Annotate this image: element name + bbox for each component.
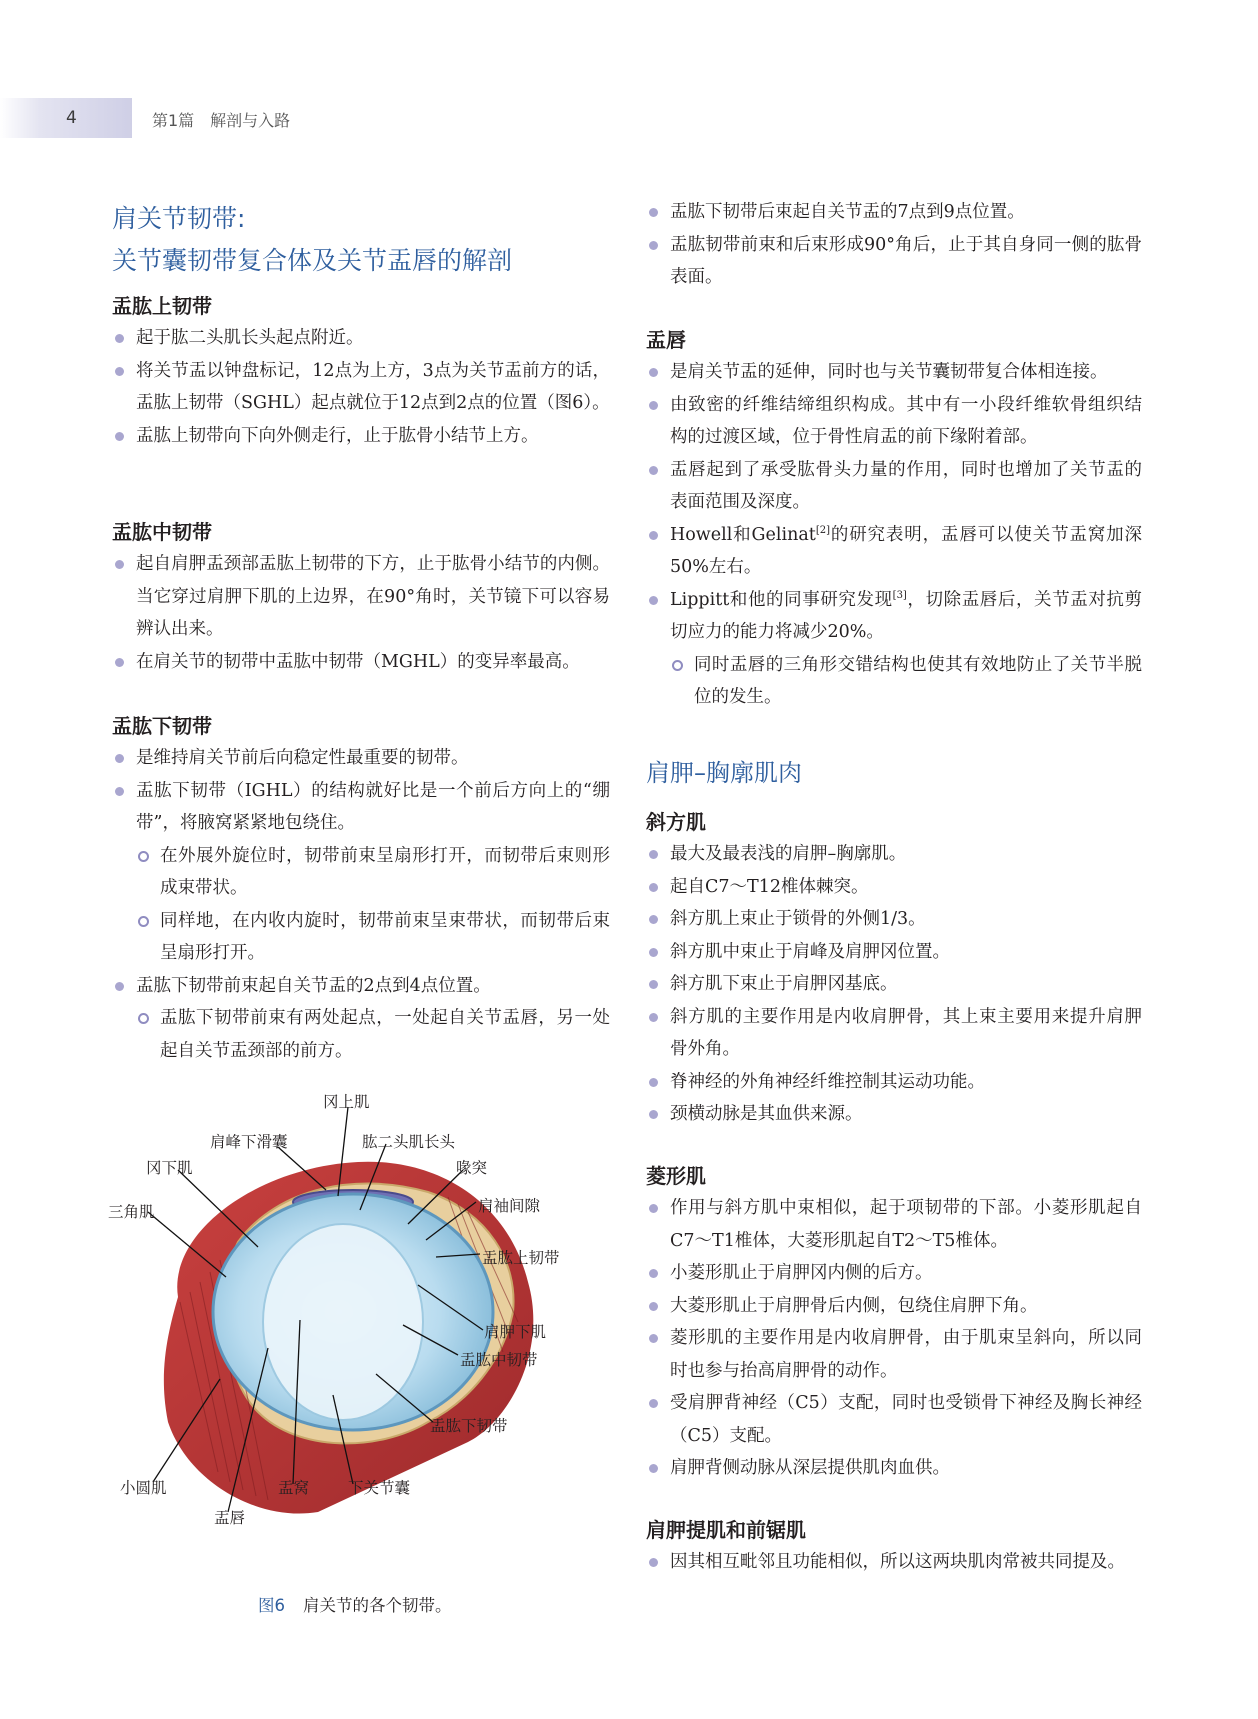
section-rhomboid [646, 1160, 1142, 1485]
list-item: 脊神经的外角神经纤维控制其运动功能。 [646, 1066, 1142, 1099]
list-item: 作用与斜方肌中束相似，起于项韧带的下部。小菱形肌起自C7～T1椎体，大菱形肌起自T2～T5椎体。 [646, 1192, 1142, 1257]
label-coracoid: 喙突 [456, 1159, 488, 1177]
list-item: 肩胛背侧动脉从深层提供肌肉血供。 [646, 1452, 1142, 1485]
sub-list-item: 同样地，在内收内旋时，韧带前束呈束带状，而韧带后束呈扇形打开。 [112, 905, 610, 970]
list-item: 起自C7～T12椎体棘突。 [646, 871, 1142, 904]
citation-author: Lippitt和他的同事研究发现 [670, 589, 893, 610]
label-mghl: 盂肱中韧带 [460, 1351, 538, 1369]
list-item: 斜方肌的主要作用是内收肩胛骨，其上束主要用来提升肩胛骨外角。 [646, 1001, 1142, 1066]
list-item: 菱形肌的主要作用是内收肩胛骨，由于肌束呈斜向，所以同时也参与抬高肩胛骨的动作。 [646, 1322, 1142, 1387]
citation-text: ，切除盂唇后，关节盂对抗剪切应力的能力将减少20%。 [670, 589, 1142, 642]
list-item: 因其相互毗邻且功能相似，所以这两块肌肉常被共同提及。 [646, 1546, 1142, 1579]
label-infraspinatus: 冈下肌 [146, 1159, 193, 1177]
sub-list-item: 同时盂唇的三角形交错结构也使其有效地防止了关节半脱位的发生。 [646, 649, 1142, 714]
section-title: 菱形肌 [646, 1164, 706, 1188]
page-number: 4 [66, 108, 77, 128]
caption-number: 图6 [258, 1596, 285, 1615]
label-glenoid-fossa: 盂窝 [278, 1479, 310, 1497]
label-rotator-interval: 肩袖间隙 [478, 1197, 541, 1215]
list-item: 是肩关节盂的延伸，同时也与关节囊韧带复合体相连接。 [646, 356, 1142, 389]
list-item: 盂肱上韧带向下向外侧走行，止于肱骨小结节上方。 [112, 420, 610, 453]
section-heading-scapulothoracic: 肩胛–胸廓肌肉 [646, 759, 802, 787]
sub-list-item: 盂肱下韧带前束有两处起点，一处起自关节盂唇，另一处起自关节盂颈部的前方。 [112, 1002, 610, 1067]
running-head: 第1篇 解剖与入路 [152, 111, 291, 130]
list-item: 起于肱二头肌长头起点附近。 [112, 322, 610, 355]
section-title: 盂唇 [646, 328, 686, 352]
list-item: 盂肱下韧带后束起自关节盂的7点到9点位置。 [646, 196, 1142, 229]
glenoid-fossa [263, 1224, 423, 1420]
section-ighl [112, 710, 610, 1067]
section-title: 肩胛提肌和前锯肌 [646, 1518, 806, 1542]
list-item: 斜方肌下束止于肩胛冈基底。 [646, 968, 1142, 1001]
section-labrum [646, 324, 1142, 714]
list-item: 斜方肌中束止于肩峰及肩胛冈位置。 [646, 936, 1142, 969]
citation-ref: [2] [815, 524, 830, 536]
list-item: 盂肱下韧带前束起自关节盂的2点到4点位置。 [112, 970, 610, 1003]
section-title: 盂肱上韧带 [112, 294, 212, 318]
list-item [646, 584, 1142, 649]
citation-ref: [3] [892, 589, 907, 601]
section-title: 盂肱中韧带 [112, 520, 212, 544]
list-item: 是维持肩关节前后向稳定性最重要的韧带。 [112, 742, 610, 775]
list-item: 盂唇起到了承受肱骨头力量的作用，同时也增加了关节盂的表面范围及深度。 [646, 454, 1142, 519]
section-levator-serratus [646, 1514, 1142, 1579]
label-labrum: 盂唇 [214, 1509, 246, 1527]
list-item: 大菱形肌止于肩胛骨后内侧，包绕住肩胛下角。 [646, 1290, 1142, 1323]
list-item: 颈横动脉是其血供来源。 [646, 1098, 1142, 1131]
caption-text: 肩关节的各个韧带。 [303, 1596, 452, 1615]
label-deltoid: 三角肌 [108, 1203, 155, 1221]
list-item: 将关节盂以钟盘标记，12点为上方，3点为关节盂前方的话，盂肱上韧带（SGHL）起点就位于12点到2点的位置（图6）。 [112, 355, 610, 420]
list-item [646, 519, 1142, 584]
list-item: 起自肩胛盂颈部盂肱上韧带的下方，止于肱骨小结节的内侧。当它穿过肩胛下肌的上边界，在90°角时，关节镜下可以容易辨认出来。 [112, 548, 610, 646]
list-item: 在肩关节的韧带中盂肱中韧带（MGHL）的变异率最高。 [112, 646, 610, 679]
label-subscapularis: 肩胛下肌 [484, 1323, 547, 1341]
section-title: 盂肱下韧带 [112, 714, 212, 738]
list-item: 由致密的纤维结缔组织构成。其中有一小段纤维软骨组织结构的过渡区域，位于骨性肩盂的前下缘附着部。 [646, 389, 1142, 454]
citation-text: 的研究表明，盂唇可以使关节盂窝加深50%左右。 [670, 524, 1143, 577]
section-mghl [112, 516, 610, 678]
sub-list-item: 在外展外旋位时，韧带前束呈扇形打开，而韧带后束则形成束带状。 [112, 840, 610, 905]
section-sghl [112, 290, 610, 452]
label-supraspinatus: 冈上肌 [323, 1093, 370, 1111]
figure-caption [258, 1592, 452, 1616]
list-item: 盂肱下韧带（IGHL）的结构就好比是一个前后方向上的“绷带”，将腋窝紧紧地包绕住。 [112, 775, 610, 840]
figure-shoulder-ligaments [108, 1092, 628, 1632]
ighl-continued [646, 196, 1142, 294]
section-trapezius [646, 806, 1142, 1131]
list-item: 盂肱韧带前束和后束形成90°角后，止于其自身同一侧的肱骨表面。 [646, 229, 1142, 294]
label-sghl: 盂肱上韧带 [482, 1249, 560, 1267]
list-item: 最大及最表浅的肩胛–胸廓肌。 [646, 838, 1142, 871]
label-ighl: 盂肱下韧带 [430, 1417, 508, 1435]
label-biceps-long-head: 肱二头肌长头 [362, 1133, 456, 1151]
label-subacromial-bursa: 肩峰下滑囊 [210, 1133, 288, 1151]
list-item: 小菱形肌止于肩胛冈内侧的后方。 [646, 1257, 1142, 1290]
label-teres-minor: 小圆肌 [120, 1479, 167, 1497]
list-item: 受肩胛背神经（C5）支配，同时也受锁骨下神经及胸长神经（C5）支配。 [646, 1387, 1142, 1452]
page-title-line1: 肩关节韧带: [112, 204, 246, 233]
citation-author: Howell和Gelinat [670, 524, 816, 545]
page-title-line2: 关节囊韧带复合体及关节盂唇的解剖 [112, 246, 513, 275]
section-title: 斜方肌 [646, 810, 706, 834]
label-inferior-capsule: 下关节囊 [348, 1479, 411, 1497]
list-item: 斜方肌上束止于锁骨的外侧1/3。 [646, 903, 1142, 936]
